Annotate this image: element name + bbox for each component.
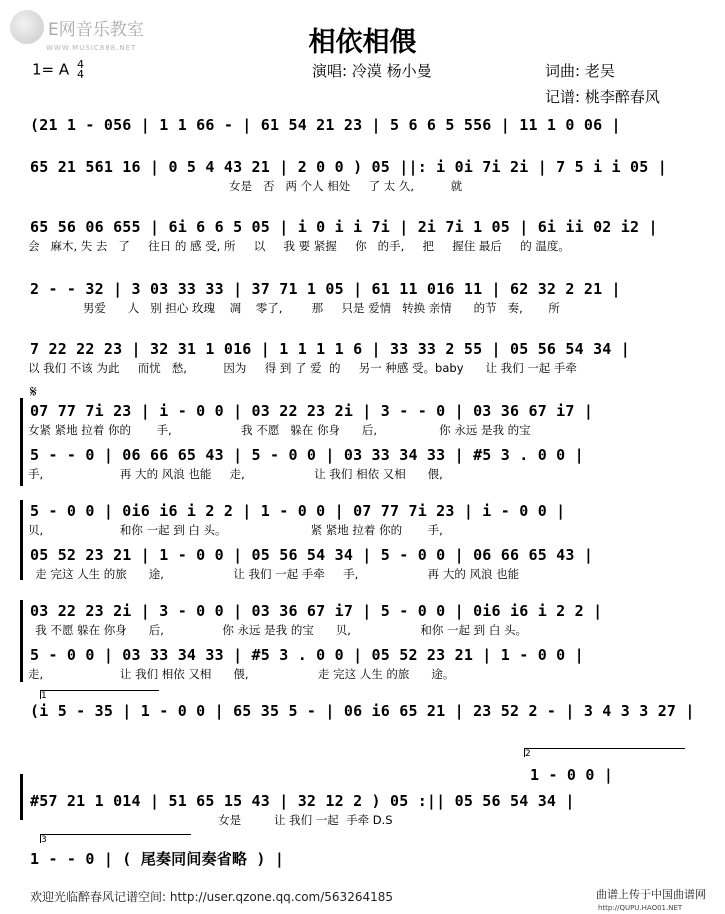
song-title: 相依相偎	[308, 27, 417, 58]
notes: (i 5 - 35 | 1 - 0 0 | 65 35 5 - | 06 i6 65 21 | 23 52 2 - | 3 4 3 3 27 |	[30, 702, 695, 720]
score-row-6-lower	[0, 440, 725, 484]
notes: 03 22 23 2i | 3 - 0 0 | 03 36 67 i7 | 5 - 0 0 | 0i6 i6 i 2 2 |	[30, 602, 603, 620]
footer-source-url: http://QUPU.HAO01.NET	[598, 904, 683, 912]
volta-number: 2	[525, 749, 531, 759]
lyrics: 贝, 和你 一起 到 白 头。 紧 紧地 拉着 你的 手,	[28, 523, 443, 537]
lyrics: 走 完这 人生 的旅 途, 让 我们 一起 手牵 手, 再 大的 风浪 也能	[28, 567, 520, 581]
lyrics: 男爱 人 别 担心 玫瑰 凋 零了, 那 只是 爱情 转换 亲情 的节 奏, 所	[28, 301, 560, 315]
segno-icon: 𝄋	[30, 382, 37, 401]
score-row-5	[0, 334, 725, 378]
transcriber: 记谱: 桃李醉春风	[545, 88, 660, 106]
lyrics: 女是 否 两 个人 相处 了 太 久, 就	[28, 179, 463, 193]
score-row-12	[0, 842, 725, 886]
watermark-url: WWW.MUSIC888.NET	[46, 44, 137, 52]
score-row-3	[0, 212, 725, 256]
score-row-8-upper	[0, 596, 725, 640]
notes: 07 77 7i 23 | i - 0 0 | 03 22 23 2i | 3 - - 0 | 03 36 67 i7 |	[30, 402, 594, 420]
score-row-6-upper	[0, 396, 725, 440]
notes: 7 22 22 23 | 32 31 1 016 | 1 1 1 1 6 | 33 33 2 55 | 05 56 54 34 |	[30, 340, 630, 358]
score-row-11	[0, 786, 725, 830]
composer: 词曲: 老吴	[545, 62, 615, 80]
volta-2	[524, 748, 685, 757]
lyrics: 女紧 紧地 拉着 你的 手, 我 不愿 躲在 你身 后, 你 永远 是我 的宝	[28, 423, 531, 437]
time-signature	[77, 60, 84, 80]
volta-number: 1	[41, 691, 47, 701]
score-row-8-lower	[0, 640, 725, 684]
footer-welcome: 欢迎光临醉春风记谱空间: http://user.qzone.qq.com/563264185	[30, 890, 394, 904]
score-row-4	[0, 274, 725, 318]
notes: 5 - - 0 | 06 66 65 43 | 5 - 0 0 | 03 33 34 33 | #5 3 . 0 0 |	[30, 446, 584, 464]
lyrics: 手, 再 大的 风浪 也能 走, 让 我们 相依 又相 偎,	[28, 467, 443, 481]
score-row-7-upper	[0, 496, 725, 540]
notes: #57 21 1 014 | 51 65 15 43 | 32 12 2 ) 05 :|| 05 56 54 34 |	[30, 792, 575, 810]
time-top: 4	[76, 58, 84, 71]
lyrics: 会 麻木, 失 去 了 往日 的 感 受, 所 以 我 要 紧握 你 的手, 把 握住 最后 的 温度。	[28, 239, 570, 253]
score-row-2	[0, 152, 725, 196]
notes: 1 - - 0 | ( 尾奏同间奏省略 ) |	[30, 850, 285, 868]
key-label: 1= A	[32, 60, 70, 79]
watermark-brand: E网音乐教室	[48, 20, 144, 40]
notes: 5 - 0 0 | 03 33 34 33 | #5 3 . 0 0 | 05 52 23 21 | 1 - 0 0 |	[30, 646, 584, 664]
notes: 2 - - 32 | 3 03 33 33 | 37 71 1 05 | 61 11 016 11 | 62 32 2 21 |	[30, 280, 621, 298]
notes: (21 1 - 056 | 1 1 66 - | 61 54 21 23 | 5 6 6 5 556 | 11 1 0 06 |	[30, 116, 621, 134]
lyrics: 女是 让 我们 一起 手牵 D.S	[28, 813, 393, 827]
lyrics: 我 不愿 躲在 你身 后, 你 永远 是我 的宝 贝, 和你 一起 到 白 头。	[28, 623, 527, 637]
notes: 1 - 0 0 |	[530, 766, 614, 784]
footer-source: 曲谱上传于中国曲谱网	[596, 888, 706, 901]
volta-number: 3	[41, 835, 47, 845]
notes: 5 - 0 0 | 0i6 i6 i 2 2 | 1 - 0 0 | 07 77 7i 23 | i - 0 0 |	[30, 502, 566, 520]
score-row-1	[0, 110, 725, 154]
lyrics: 以 我们 不该 为此 而忧 愁, 因为 得 到 了 爱 的 另一 种感 受。baby 让 我们 一起 手牵	[28, 361, 577, 375]
lyrics: 走, 让 我们 相依 又相 偎, 走 完这 人生 的旅 途。	[28, 667, 455, 681]
key-signature	[32, 60, 84, 80]
singers: 演唱: 冷漠 杨小曼	[312, 62, 432, 80]
notes: 05 52 23 21 | 1 - 0 0 | 05 56 54 34 | 5 - 0 0 | 06 66 65 43 |	[30, 546, 594, 564]
time-bottom: 4	[76, 68, 84, 81]
notes: 65 56 06 655 | 6i 6 6 5 05 | i 0 i i 7i | 2i 7i 1 05 | 6i ii 02 i2 |	[30, 218, 658, 236]
score-row-7-lower	[0, 540, 725, 584]
score-row-9	[0, 696, 725, 740]
notes: 65 21 561 16 | 0 5 4 43 21 | 2 0 0 ) 05 ||: i 0i 7i 2i | 7 5 i i 05 |	[30, 158, 667, 176]
